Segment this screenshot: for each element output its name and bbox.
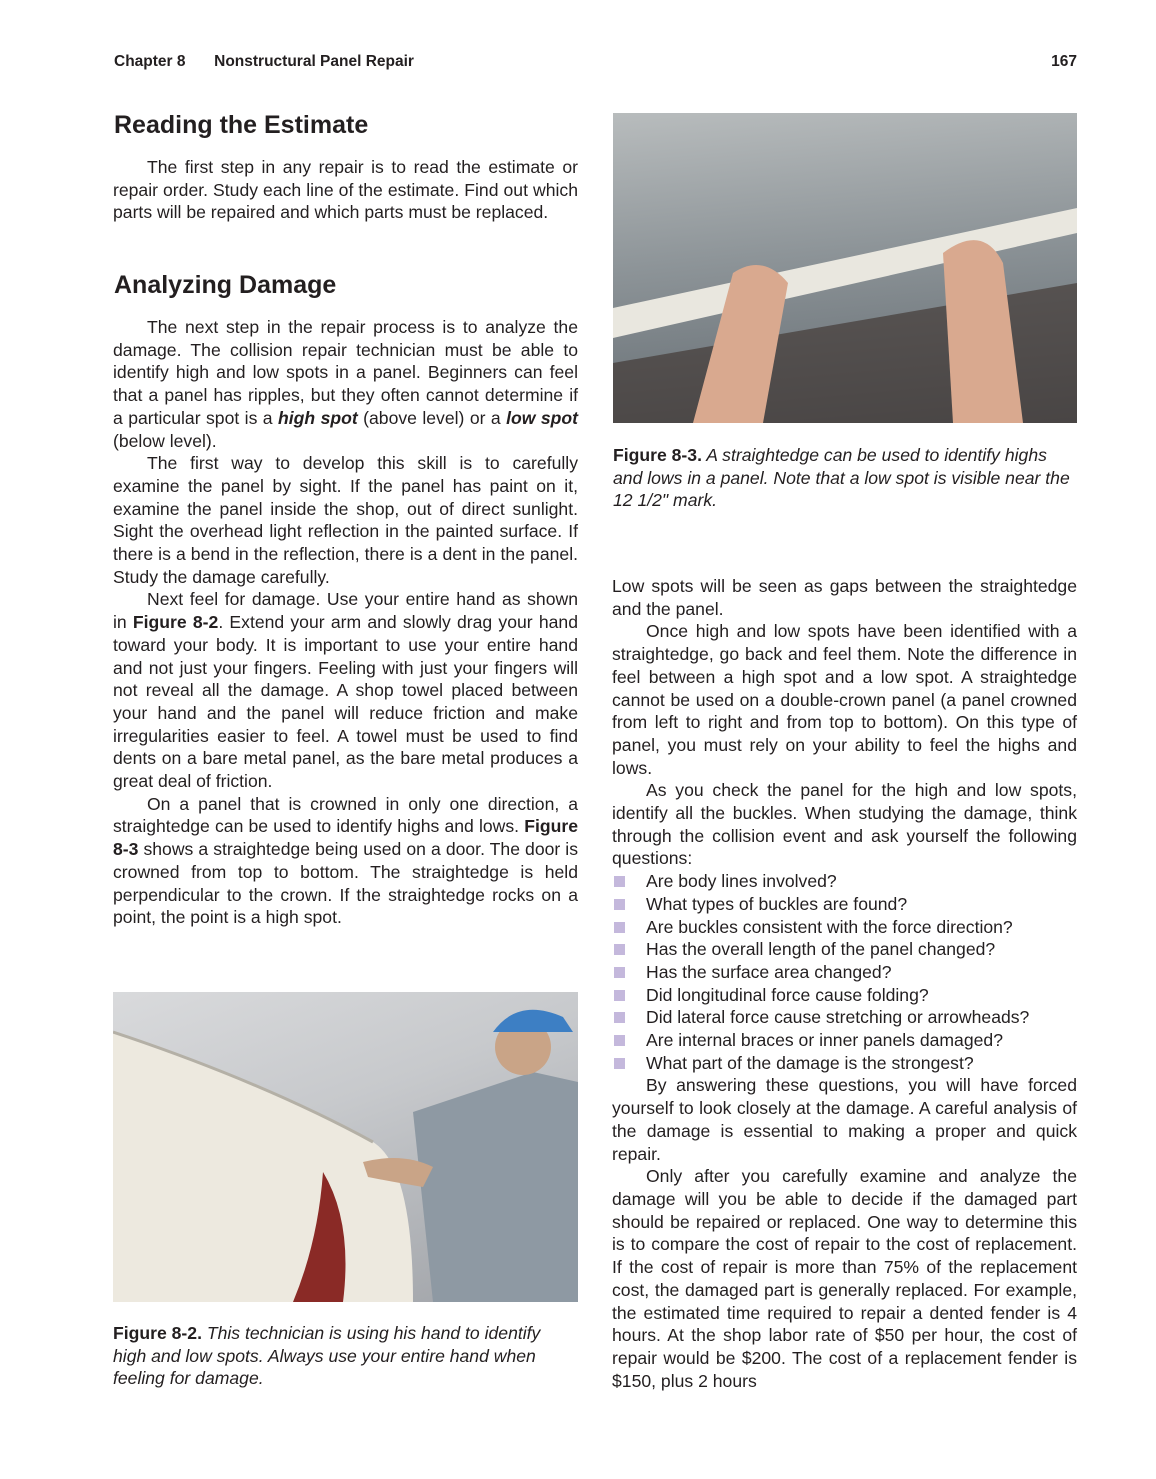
reading-body (113, 156, 578, 224)
bullet-square-icon (614, 1058, 625, 1069)
paragraph: Only after you carefully examine and analyze the damage will you be able to decide if the damaged part should be repaired or replaced. One way to determine this is to compare the cost of repair to the cost of replacement. If the cost of repair is more than 75% of the replacement cost, the damaged part is generally replaced. For example, the estimated time required to repair a dented fender is 4 hours. At the shop labor rate of $50 per hour, the cost of repair would be $200. The cost of a replacement fender is $150, plus 2 hours (612, 1166, 1077, 1391)
bullet-square-icon (614, 1035, 625, 1046)
paragraph: Low spots will be seen as gaps between the straightedge and the panel. (612, 576, 1077, 619)
term-low-spot: low spot (506, 407, 578, 428)
figure-ref: Figure 8-2 (132, 612, 219, 633)
analyzing-body (113, 316, 578, 929)
figure-ref: Figure 8-3 (113, 816, 578, 860)
bullet-square-icon (614, 876, 625, 887)
page-number: 167 (1051, 53, 1077, 70)
paragraph: The first step in any repair is to read the estimate or repair order. Study each line of the estimate. Find out which parts will be repaired and which parts must be replaced. (113, 157, 578, 223)
figure-8-3-photo (613, 113, 1077, 423)
list-item: Has the overall length of the panel changed? (612, 938, 1077, 961)
paragraph: The next step in the repair process is to analyze the damage. The collision repair technician must be able to identify high and low spots in a panel. Beginners can feel that a panel has ripples, but they often cannot determine if a particular spot is a high spot (above level) or a low spot (below level). (113, 317, 578, 451)
section-heading-reading: Reading the Estimate (114, 111, 369, 139)
chapter-number: Chapter 8 (114, 53, 186, 70)
figure-8-3-caption: Figure 8-3. A straightedge can be used to identify highs and lows in a panel. Note that a low spot is visible near the 12 1/2" mark. (613, 445, 1070, 511)
question-list (612, 870, 1077, 1074)
paragraph: Next feel for damage. Use your entire hand as shown in Figure 8-2. Extend your arm and slowly drag your hand toward your body. It is important to use your entire hand and not just your fingers. Feeling with just your fingers will not reveal all the damage. A shop towel placed between your hand and the panel will reduce friction and make irregularities easier to feel. A towel must be used to find dents on a bare metal panel, as the bare metal produces a great deal of friction. (113, 589, 578, 792)
paragraph: Once high and low spots have been identified with a straightedge, go back and feel them. Note the difference in feel between a high spot and a low spot. A straightedge cannot be used on a double-crown panel (a panel crowned from left to right and from top to bottom). On this type of panel, you must rely on your ability to feel the highs and lows. (612, 621, 1077, 778)
figure-8-2-photo (113, 992, 578, 1302)
figure-label: Figure 8-2. (113, 1323, 202, 1343)
chapter-title: Nonstructural Panel Repair (214, 53, 414, 70)
right-column-body (612, 575, 1077, 1392)
bullet-square-icon (614, 1012, 625, 1023)
bullet-square-icon (614, 990, 625, 1001)
bullet-square-icon (614, 944, 625, 955)
running-header (114, 53, 414, 71)
paragraph: By answering these questions, you will have forced yourself to look closely at the damage. A careful analysis of the damage is essential to making a proper and quick repair. (612, 1075, 1077, 1164)
list-item: What part of the damage is the strongest? (612, 1052, 1077, 1075)
section-heading-analyzing: Analyzing Damage (114, 271, 337, 299)
list-item: Did longitudinal force cause folding? (612, 984, 1077, 1007)
straightedge-photo-illustration (613, 113, 1077, 423)
paragraph: As you check the panel for the high and low spots, identify all the buckles. When studying the damage, think through the collision event and ask yourself the following questions: (612, 780, 1077, 869)
list-item: Are internal braces or inner panels damaged? (612, 1029, 1077, 1052)
list-item: What types of buckles are found? (612, 893, 1077, 916)
figure-label: Figure 8-3. (613, 445, 702, 465)
bullet-square-icon (614, 922, 625, 933)
list-item: Are body lines involved? (612, 870, 1077, 893)
bullet-square-icon (614, 967, 625, 978)
list-item: Has the surface area changed? (612, 961, 1077, 984)
list-item: Are buckles consistent with the force direction? (612, 916, 1077, 939)
figure-8-2-caption: Figure 8-2. This technician is using his hand to identify high and low spots. Always use your entire hand when feeling for damage. (113, 1323, 541, 1389)
paragraph: The first way to develop this skill is to carefully examine the panel by sight. If the panel has paint on it, examine the panel inside the shop, out of direct sunlight. Sight the overhead light reflection in the painted surface. If there is a bend in the reflection, there is a dent in the panel. Study the damage carefully. (113, 453, 578, 587)
list-item: Did lateral force cause stretching or arrowheads? (612, 1006, 1077, 1029)
term-high-spot: high spot (278, 407, 358, 428)
bullet-square-icon (614, 899, 625, 910)
paragraph: On a panel that is crowned in only one direction, a straightedge can be used to identify highs and lows. Figure 8-3 shows a straightedge being used on a door. The door is crowned from top to bottom. The straightedge is held perpendicular to the crown. If the straightedge rocks on a point, the point is a high spot. (113, 793, 578, 928)
technician-photo-illustration (113, 992, 578, 1302)
